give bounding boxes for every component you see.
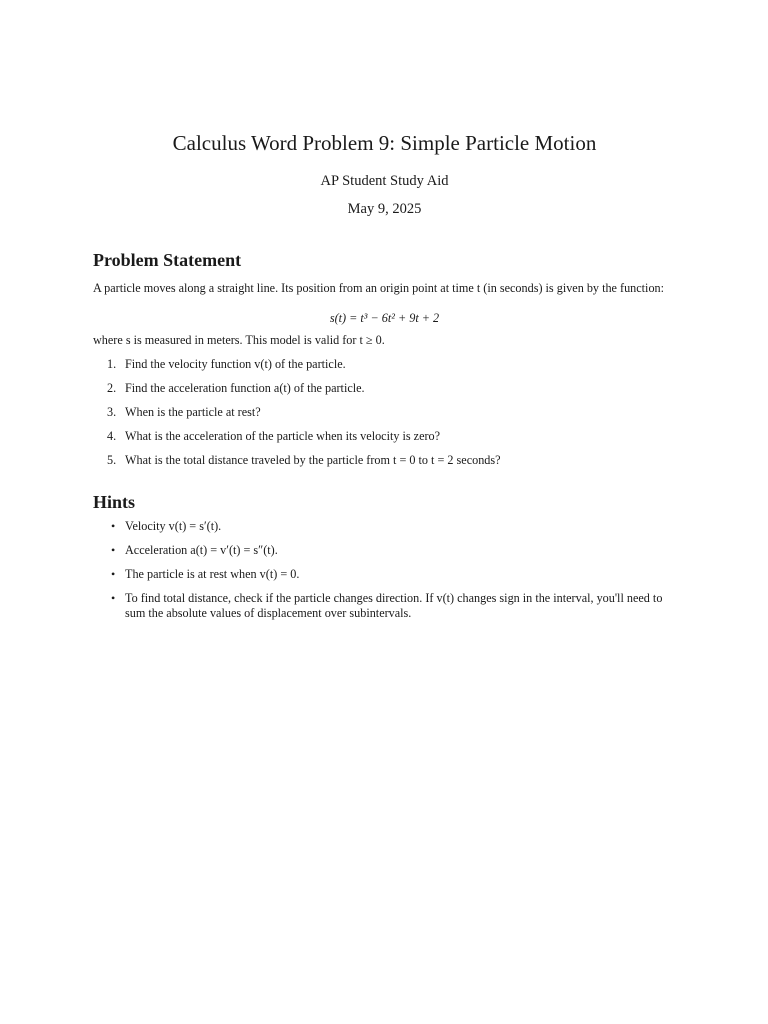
list-item (93, 567, 676, 582)
question-number: 1. (107, 357, 117, 371)
bullet-icon: • (111, 567, 116, 581)
position-equation: s(t) = t³ − 6t² + 9t + 2 (329, 311, 440, 325)
question-text: When is the particle at rest? (125, 405, 261, 419)
list-item (93, 519, 676, 534)
document-title: Calculus Word Problem 9: Simple Particle Motion (172, 131, 597, 155)
hints-list (93, 519, 676, 630)
hint-text: The particle is at rest when v(t) = 0. (125, 567, 300, 581)
list-item (93, 428, 676, 452)
hint-text: Velocity v(t) = s′(t). (125, 519, 222, 533)
problem-validity: where s is measured in meters. This model is valid for t ≥ 0. (93, 333, 385, 347)
question-text: Find the velocity function v(t) of the particle. (125, 357, 346, 371)
problem-statement-heading: Problem Statement (93, 250, 242, 270)
question-list (93, 356, 676, 476)
list-item (93, 452, 676, 476)
list-item (93, 591, 676, 621)
document-page (93, 0, 676, 1024)
question-number: 3. (107, 405, 117, 419)
question-number: 4. (107, 429, 117, 443)
list-item (93, 543, 676, 558)
document-date: May 9, 2025 (347, 201, 422, 217)
list-item (93, 404, 676, 428)
question-number: 5. (107, 453, 117, 467)
bullet-icon: • (111, 543, 116, 557)
list-item (93, 380, 676, 404)
question-number: 2. (107, 381, 117, 395)
bullet-icon: • (111, 591, 116, 605)
list-item (93, 356, 676, 380)
document-author: AP Student Study Aid (320, 173, 449, 189)
hint-text: To find total distance, check if the particle changes direction. If v(t) changes sign in the interval, you'll need to sum the absolute values of displacement over subintervals. (125, 591, 663, 620)
question-text: What is the total distance traveled by the particle from t = 0 to t = 2 seconds? (125, 453, 501, 467)
bullet-icon: • (111, 519, 116, 533)
problem-intro: A particle moves along a straight line. Its position from an origin point at time t (in seconds) is given by the function: (93, 281, 665, 295)
question-text: Find the acceleration function a(t) of the particle. (125, 381, 365, 395)
hints-heading: Hints (93, 492, 136, 512)
question-text: What is the acceleration of the particle when its velocity is zero? (125, 429, 441, 443)
hint-text: Acceleration a(t) = v′(t) = s″(t). (125, 543, 278, 557)
